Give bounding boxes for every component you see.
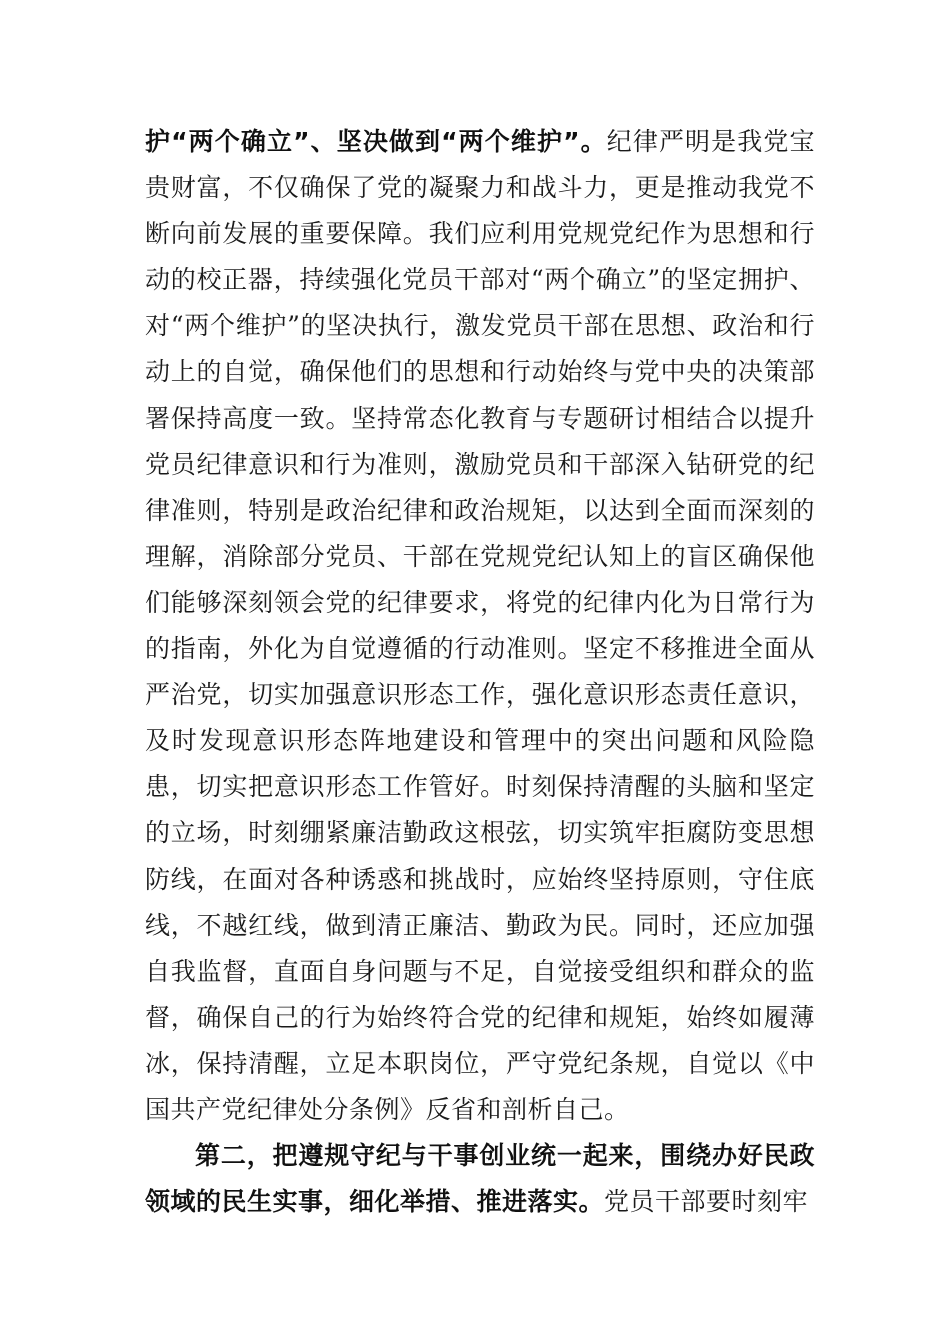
paragraph-second-point	[145, 1133, 815, 1225]
paragraph-text: 党员干部要时刻牢	[604, 1187, 809, 1217]
paragraph-bold-lead: 第二，把遵规守纪与干事创业统一起来，围绕办好民政领域的民生实事，细化举措、推进落实。	[145, 1141, 815, 1217]
document-body	[145, 119, 815, 1225]
paragraph-text: 纪律严明是我党宝贵财富，不仅确保了党的凝聚力和战斗力，更是推动我党不断向前发展的重要保障。我们应利用党规党纪作为思想和行动的校正器，持续强化党员干部对“两个确立”的坚定拥护、对“两个维护”的坚决执行，激发党员干部在思想、政治和行动上的自觉，确保他们的思想和行动始终与党中央的决策部署保持高度一致。坚持常态化教育与专题研讨相结合以提升党员纪律意识和行为准则，激励党员和干部深入钻研党的纪律准则，特别是政治纪律和政治规矩，以达到全面而深刻的理解，消除部分党员、干部在党规党纪认知上的盲区确保他们能够深刻领会党的纪律要求，将党的纪律内化为日常行为的指南，外化为自觉遵循的行动准则。坚定不移推进全面从严治党，切实加强意识形态工作，强化意识形态责任意识，及时发现意识形态阵地建设和管理中的突出问题和风险隐患，切实把意识形态工作管好。时刻保持清醒的头脑和坚定的立场，时刻绷紧廉洁勤政这根弦，切实筑牢拒腐防变思想防线，在面对各种诱惑和挑战时，应始终坚持原则，守住底线，不越红线，做到清正廉洁、勤政为民。同时，还应加强自我监督，直面自身问题与不足，自觉接受组织和群众的监督，确保自己的行为始终符合党的纪律和规矩，始终如履薄冰，保持清醒，立足本职岗位，严守党纪条规，自觉以《中国共产党纪律处分条例》反省和剖析自己。	[145, 127, 815, 1124]
paragraph-bold-lead: 护“两个确立”、坚决做到“两个维护”。	[145, 127, 607, 156]
paragraph-discipline	[145, 119, 815, 1133]
